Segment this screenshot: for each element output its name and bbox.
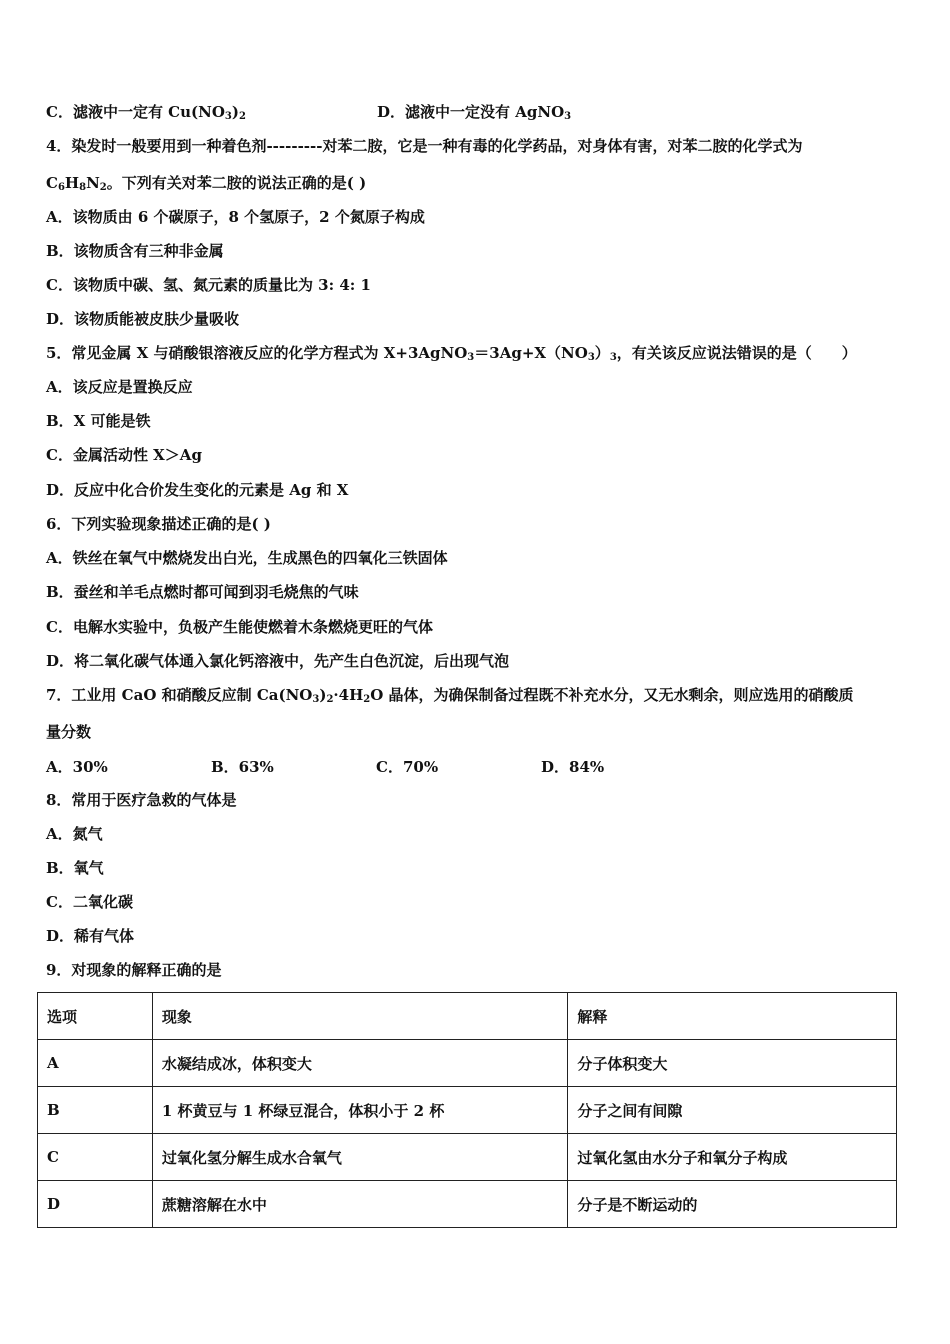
q7-stem-cont: 量分数 <box>46 723 92 741</box>
q8-option-a: A．氮气 <box>46 825 103 843</box>
q5-stem: 5．常见金属 X 与硝酸银溶液反应的化学方程式为 $X+3AgNO_3=3Ag+X(NO_3)_3$，有关该反应说法错误的是（ ） <box>46 344 857 363</box>
q7-stem: 7．工业用 CaO 和硝酸反应制 $Ca(NO_3)_2\cdot 4H_2O$ 晶体，为确保制备过程既不补充水分，又无水剩余，则应选用的硝酸质 <box>46 686 854 705</box>
table-row <box>38 1134 897 1181</box>
table-header-cell: 选项 <box>38 993 153 1040</box>
q5-option-a: A．该反应是置换反应 <box>46 378 193 396</box>
q7-option-b: B．63% <box>211 758 274 776</box>
q4-option-c: C．该物质中碳、氢、氮元素的质量比为 3: 4: 1 <box>46 276 371 294</box>
q4-option-b: B．该物质含有三种非金属 <box>46 242 224 260</box>
table-cell: A <box>38 1040 153 1087</box>
table-cell: 过氧化氢分解生成水合氧气 <box>152 1134 568 1181</box>
q9-stem: 9．对现象的解释正确的是 <box>46 961 222 979</box>
q8-option-d: D．稀有气体 <box>46 927 135 945</box>
q9-table <box>37 992 897 1228</box>
q8-option-c: C．二氧化碳 <box>46 893 133 911</box>
q3-option-d: D．滤液中一定没有 AgNO$_3$ <box>377 103 572 122</box>
q3-option-c: C．滤液中一定有 $Cu(NO_3)_2$ <box>46 103 246 122</box>
table-cell: 1 杯黄豆与 1 杯绿豆混合，体积小于 2 杯 <box>152 1087 568 1134</box>
q5-option-d: D．反应中化合价发生变化的元素是 Ag 和 X <box>46 481 349 499</box>
q4-stem: 4．染发时一般要用到一种着色剂---------对苯二胺，它是一种有毒的化学药品，对身体有害，对苯二胺的化学式为 <box>46 137 803 155</box>
table-cell: 分子体积变大 <box>568 1040 897 1087</box>
table-row <box>38 1040 897 1087</box>
q7-option-c: C．70% <box>376 758 439 776</box>
q4-stem-formula: $C_6H_8N_2$。下列有关对苯二胺的说法正确的是( ) <box>46 174 367 193</box>
table-cell: 分子是不断运动的 <box>568 1181 897 1228</box>
table-cell: B <box>38 1087 153 1134</box>
q6-option-c: C．电解水实验中，负极产生能使燃着木条燃烧更旺的气体 <box>46 618 433 636</box>
q6-option-b: B．蚕丝和羊毛点燃时都可闻到羽毛烧焦的气味 <box>46 583 359 601</box>
q5-option-c: C．金属活动性 X＞Ag <box>46 446 202 464</box>
q6-option-a: A．铁丝在氧气中燃烧发出白光，生成黑色的四氧化三铁固体 <box>46 549 448 567</box>
table-row <box>38 1181 897 1228</box>
q4-option-d: D．该物质能被皮肤少量吸收 <box>46 310 240 328</box>
q6-stem: 6．下列实验现象描述正确的是( ) <box>46 515 271 533</box>
table-cell: 过氧化氢由水分子和氧分子构成 <box>568 1134 897 1181</box>
q7-option-a: A．30% <box>46 758 108 776</box>
q6-option-d: D．将二氧化碳气体通入氯化钙溶液中，先产生白色沉淀，后出现气泡 <box>46 652 510 670</box>
table-cell: D <box>38 1181 153 1228</box>
table-row <box>38 1087 897 1134</box>
q5-option-b: B．X 可能是铁 <box>46 412 151 430</box>
q8-option-b: B．氧气 <box>46 859 104 877</box>
q8-stem: 8．常用于医疗急救的气体是 <box>46 791 237 809</box>
table-cell: 分子之间有间隙 <box>568 1087 897 1134</box>
q7-option-d: D．84% <box>541 758 605 776</box>
table-cell: 水凝结成冰，体积变大 <box>152 1040 568 1087</box>
q4-option-a: A．该物质由 6 个碳原子，8 个氢原子，2 个氮原子构成 <box>46 208 425 226</box>
table-header-row <box>38 993 897 1040</box>
table-header-cell: 解释 <box>568 993 897 1040</box>
table-cell: C <box>38 1134 153 1181</box>
table-header-cell: 现象 <box>152 993 568 1040</box>
table-cell: 蔗糖溶解在水中 <box>152 1181 568 1228</box>
